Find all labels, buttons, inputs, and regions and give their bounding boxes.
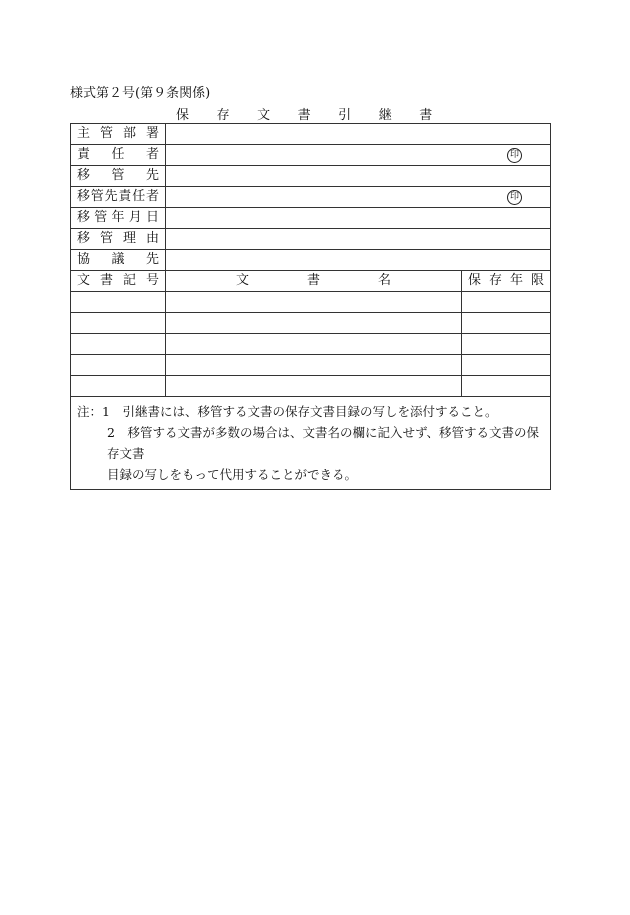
field-row-department xyxy=(71,124,551,145)
doc-name-cell[interactable] xyxy=(166,376,462,397)
retention-cell[interactable] xyxy=(462,334,551,355)
field-label-destination-responsible: 移管先責任者 xyxy=(71,187,166,208)
table-row xyxy=(71,355,551,376)
list-header-row xyxy=(71,271,551,292)
note-2-continuation: 目録の写しをもって代用することができる。 xyxy=(107,467,358,482)
field-label-destination: 移管先 xyxy=(71,166,166,187)
header-doc-name: 文書名 xyxy=(166,271,462,292)
field-row-transfer-date xyxy=(71,208,551,229)
retention-cell[interactable] xyxy=(462,376,551,397)
doc-name-cell[interactable] xyxy=(166,334,462,355)
field-value-transfer-date[interactable] xyxy=(166,208,551,229)
doc-code-cell[interactable] xyxy=(71,376,166,397)
seal-mark-icon: 印 xyxy=(507,148,522,163)
field-value-transfer-reason[interactable] xyxy=(166,229,551,250)
field-row-responsible xyxy=(71,145,551,166)
doc-code-cell[interactable] xyxy=(71,355,166,376)
field-label-responsible: 責任者 xyxy=(71,145,166,166)
retention-cell[interactable] xyxy=(462,355,551,376)
table-row xyxy=(71,334,551,355)
doc-name-cell[interactable] xyxy=(166,292,462,313)
retention-cell[interactable] xyxy=(462,292,551,313)
retention-cell[interactable] xyxy=(462,313,551,334)
notes-row xyxy=(71,397,551,490)
table-row xyxy=(71,376,551,397)
field-label-consultation: 協議先 xyxy=(71,250,166,271)
field-value-department[interactable] xyxy=(166,124,551,145)
note-1: 注：1 引継書には、移管する文書の保存文書目録の写しを添付すること。 xyxy=(77,404,498,419)
doc-code-cell[interactable] xyxy=(71,292,166,313)
field-row-consultation xyxy=(71,250,551,271)
doc-name-cell[interactable] xyxy=(166,355,462,376)
field-value-destination[interactable] xyxy=(166,166,551,187)
notes-cell xyxy=(71,397,551,490)
transfer-form-table xyxy=(70,123,551,490)
document-title: 保 存 文 書 引 継 書 xyxy=(176,108,444,123)
note-2: 2 移管する文書が多数の場合は、文書名の欄に記入せず、移管する文書の保存文書 xyxy=(107,425,539,461)
doc-code-cell[interactable] xyxy=(71,313,166,334)
seal-mark-icon: 印 xyxy=(507,190,522,205)
doc-code-cell[interactable] xyxy=(71,334,166,355)
field-value-responsible[interactable] xyxy=(166,145,551,166)
header-doc-code: 文書記号 xyxy=(71,271,166,292)
header-retention: 保存年限 xyxy=(462,271,551,292)
doc-name-cell[interactable] xyxy=(166,313,462,334)
field-row-destination xyxy=(71,166,551,187)
field-row-destination-responsible xyxy=(71,187,551,208)
field-label-transfer-reason: 移管理由 xyxy=(71,229,166,250)
field-value-destination-responsible[interactable] xyxy=(166,187,551,208)
form-reference: 様式第２号(第９条関係) xyxy=(70,86,211,101)
field-label-department: 主管部署 xyxy=(71,124,166,145)
field-label-transfer-date: 移管年月日 xyxy=(71,208,166,229)
field-value-consultation[interactable] xyxy=(166,250,551,271)
table-row xyxy=(71,313,551,334)
field-row-transfer-reason xyxy=(71,229,551,250)
table-row xyxy=(71,292,551,313)
